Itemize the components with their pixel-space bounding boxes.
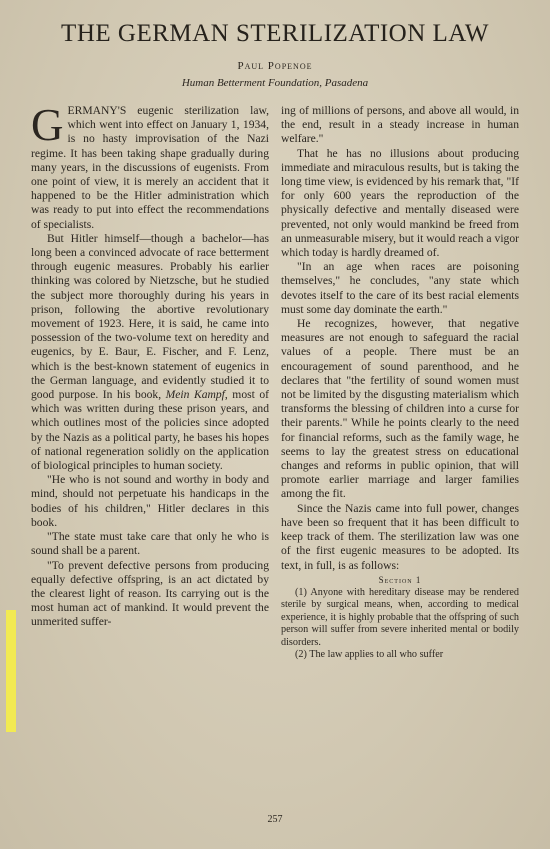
highlight-marker xyxy=(6,610,16,732)
paragraph-intro-text: ERMANY'S eugenic sterilization law, which went into effect on January 1, 1934, is no hasty improvisation of the Nazi regime. It has been taking shape gradually during many years, in the discussions of eugenists. From one point of view, it is merely an accident that it happened to be the Hitler administration which was ready to put into effect the recommendations of specialists. xyxy=(31,104,269,231)
paragraph-continued: ing of millions of persons, and above all would, in the end, result in a steady increase in human welfare." xyxy=(281,104,519,146)
quote-state-care: "The state must take care that only he who is sound shall be a parent. xyxy=(31,530,269,558)
paragraph-hitler-end: , most of which was written during these prison years, and which outlines most of the policies since adopted by the Nazis as a political party, he bases his hopes of national regeneration solidly on the application of biological principles to human society. xyxy=(31,388,270,473)
paragraph-nazis-power: Since the Nazis came into full power, changes have been so frequent that it has been difficult to keep track of them. The sterilization law was one of the first eugenic measures to be adopted. Its text, in full, is as follows: xyxy=(281,501,519,572)
page-number: 257 xyxy=(267,814,283,825)
paragraph-hitler-advocate xyxy=(31,232,269,473)
paragraph-intro xyxy=(31,100,269,232)
quote-races-poisoning: "In an age when races are poisoning themselves," he concludes, "any state which devotes itself to the care of its best racial elements must some day dominate the earth." xyxy=(281,260,519,316)
left-column xyxy=(31,100,270,630)
paragraph-hitler-text: But Hitler himself—though a bachelor—has long been a convinced advocate of race betterment through eugenic measures. Probably his earlier thinking was colored by Nietzsche, but he studied the subject more thoroughly during his years in prison, following the abortive revolutionary movement of 1923. Here, it is said, he came into possession of the two-volume text on heredity and eugenics, by E. Baur, E. Fischer, and F. Lenz, which is the best-known statement of eugenics in the German language, and evidently studied it to good purpose. In his book, xyxy=(31,231,269,402)
law-clause-2: (2) The law applies to all who suffer xyxy=(295,648,444,660)
drop-cap: G xyxy=(31,100,64,150)
author-affiliation: Human Betterment Foundation, Pasadena xyxy=(181,77,369,89)
article-title: THE GERMAN STERILIZATION LAW xyxy=(61,20,489,47)
law-clause-1: (1) Anyone with hereditary disease may be rendered sterile by surgical means, when, according to medical experience, it is highly probable that the offspring of such person will suffer from severe inherited mental or bodily disorders. xyxy=(281,586,519,648)
article-author: Paul Popenoe xyxy=(237,60,313,72)
section-heading: Section 1 xyxy=(378,574,422,585)
paragraph-long-view: That he has no illusions about producing immediate and miraculous results, but is taking the long time view, is evidenced by his remark that, "If for only 600 years the reproduction of the physically defective and mentally diseased were prevented, not only would mankind be freed from an unmeasurable misery, but it would reach a vigor which today is hardly dreamed of. xyxy=(281,146,519,260)
book-title: Mein Kampf xyxy=(165,388,225,402)
paragraph-negative-measures: He recognizes, however, that negative measures are not enough to safeguard the racial values of a people. There must be an encouragement of sound parenthood, and he declares that "the fertility of sound women must not be limited by the disgusting materialism which transforms the blessing of children into a curse for their parents." While he points clearly to the need for financial reforms, such as the family wage, he seems to lay the greatest stress on educational changes and reforms in public opinion, that will promote earlier marriage and larger families among the fit. xyxy=(281,317,519,501)
right-column xyxy=(281,104,519,661)
quote-sound-and-worthy: "He who is not sound and worthy in body and mind, should not perpetuate his handicaps in the bodies of his children," Hitler declares in this book. xyxy=(31,473,269,529)
quote-prevent-defective: "To prevent defective persons from producing equally defective offspring, is an act dictated by the clearest light of reason. Its carrying out is the most human act of mankind. It would prevent the unmerited suffer- xyxy=(31,558,269,629)
